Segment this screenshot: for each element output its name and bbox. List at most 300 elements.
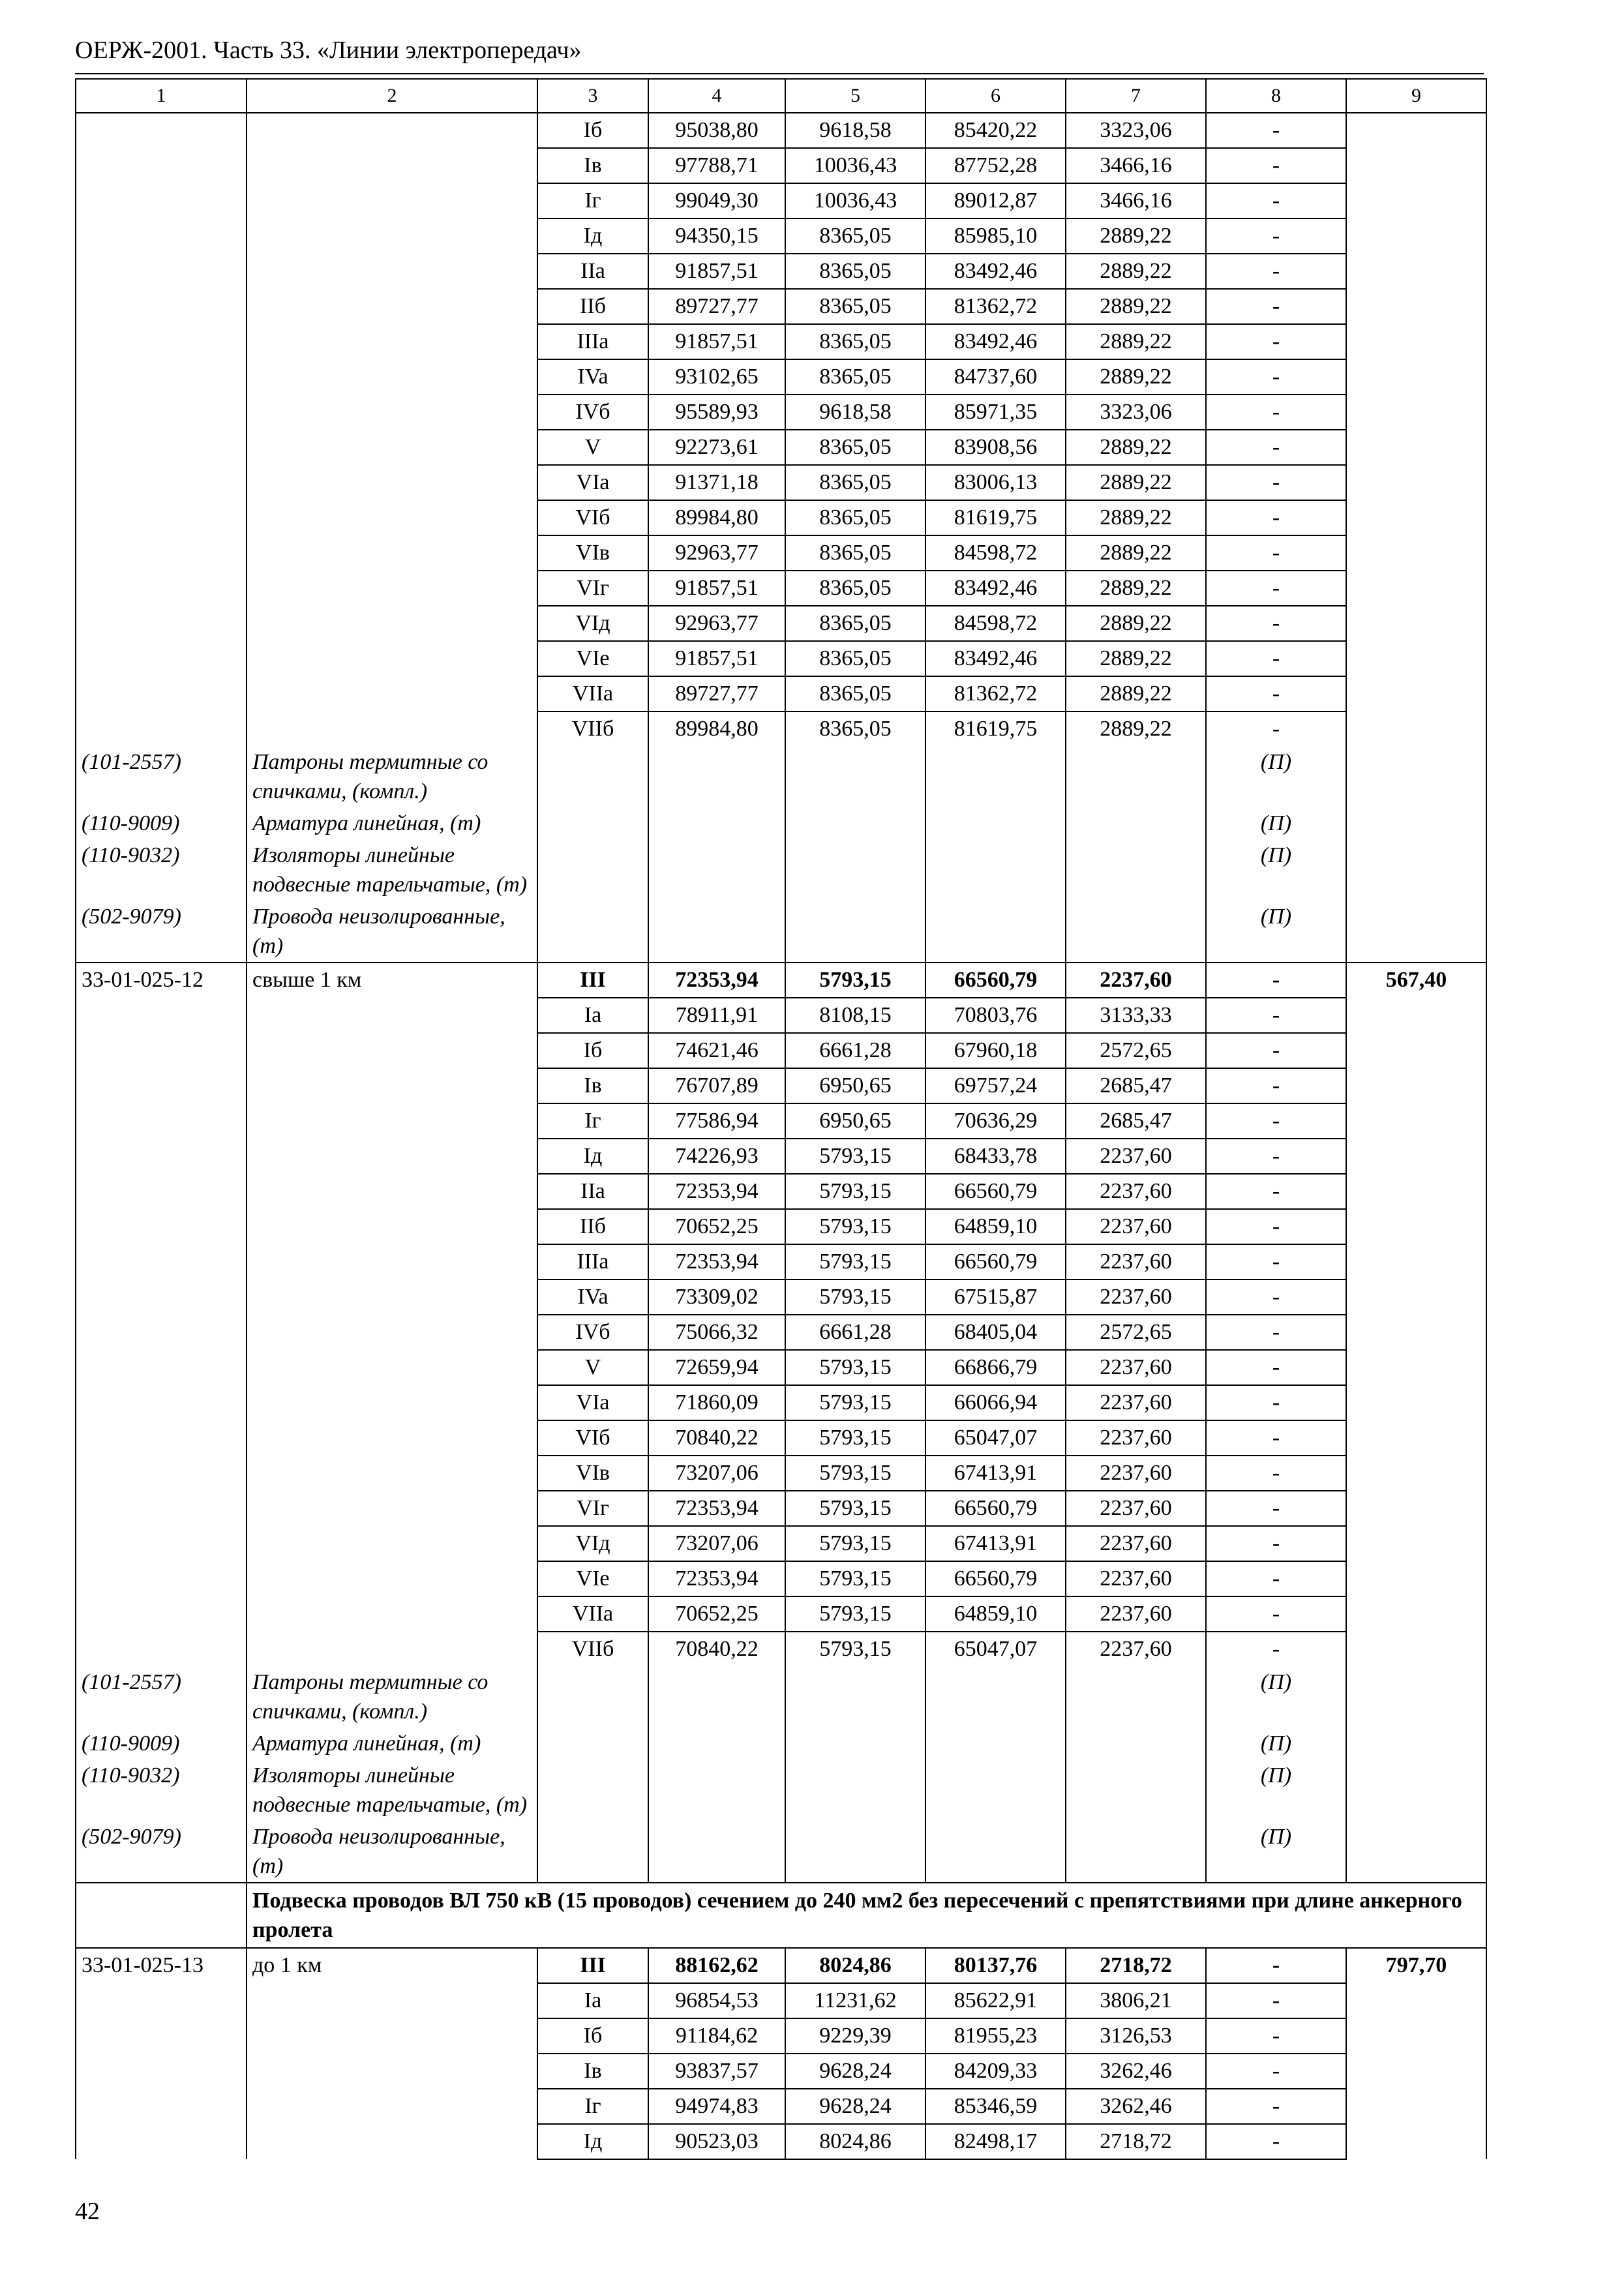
resource-name: Изоляторы линейные подвесные тарельчатые, (т)	[247, 1759, 537, 1821]
resource-row	[76, 839, 1486, 901]
row-cell-col8: -	[1206, 430, 1346, 465]
row-cell-col7: 2889,22	[1066, 641, 1206, 676]
row-cell-col7: 3133,33	[1066, 998, 1206, 1033]
resource-row	[76, 901, 1486, 963]
row-cell-col7: 2889,22	[1066, 359, 1206, 395]
row-cell-col6: 83492,46	[925, 254, 1066, 289]
row-cell-col3: VIIб	[537, 711, 648, 746]
empty-cell	[537, 839, 648, 901]
row-cell-col4: 71860,09	[648, 1385, 785, 1420]
row-cell-col7: 2237,60	[1066, 963, 1206, 998]
row-cell-col6: 84209,33	[925, 2054, 1066, 2089]
empty-cell	[537, 1728, 648, 1759]
row-cell-col5: 8365,05	[785, 641, 925, 676]
item-name: до 1 км	[247, 1948, 537, 2159]
row-cell-col8: -	[1206, 963, 1346, 998]
row-cell-col8: -	[1206, 606, 1346, 641]
row-cell-col3: Iб	[537, 1033, 648, 1068]
column-header-7: 7	[1066, 79, 1206, 113]
empty-cell	[1066, 901, 1206, 963]
table-header-row	[76, 79, 1486, 113]
row-cell-col4: 93102,65	[648, 359, 785, 395]
row-cell-col5: 9618,58	[785, 113, 925, 148]
row-cell-col5: 9229,39	[785, 2018, 925, 2054]
empty-cell	[785, 839, 925, 901]
row-cell-col5: 10036,43	[785, 183, 925, 218]
row-cell-col4: 89984,80	[648, 711, 785, 746]
empty-cell	[537, 807, 648, 839]
row-cell-col4: 78911,91	[648, 998, 785, 1033]
row-cell-col3: VIe	[537, 1561, 648, 1596]
row-cell-col4: 72353,94	[648, 1561, 785, 1596]
row-cell-col6: 66560,79	[925, 963, 1066, 998]
item-code: 33-01-025-12	[76, 963, 247, 1666]
row-cell-col3: VIa	[537, 465, 648, 500]
row-cell-col7: 2237,60	[1066, 1561, 1206, 1596]
empty-cell	[537, 901, 648, 963]
row-cell-col8: -	[1206, 1315, 1346, 1350]
row-cell-col4: 73207,06	[648, 1526, 785, 1561]
resource-name: Провода неизолированные, (т)	[247, 901, 537, 963]
row-cell-col6: 81362,72	[925, 289, 1066, 324]
row-cell-col5: 8365,05	[785, 711, 925, 746]
row-cell-col3: Ia	[537, 998, 648, 1033]
row-cell-col4: 96854,53	[648, 1983, 785, 2018]
row-cell-col5: 5793,15	[785, 1456, 925, 1491]
empty-cell	[648, 807, 785, 839]
empty-cell	[925, 1821, 1066, 1883]
row-cell-col8: -	[1206, 2054, 1346, 2089]
row-cell-col5: 8024,86	[785, 2124, 925, 2159]
empty-cell	[925, 1666, 1066, 1728]
row-cell-col7: 2889,22	[1066, 254, 1206, 289]
row-cell-col7: 2889,22	[1066, 289, 1206, 324]
empty-cell	[648, 1728, 785, 1759]
table-row	[76, 113, 1486, 148]
row-cell-col7: 2237,60	[1066, 1139, 1206, 1174]
row-cell-col8: -	[1206, 1948, 1346, 1983]
row-cell-col6: 66560,79	[925, 1244, 1066, 1279]
resource-row	[76, 1759, 1486, 1821]
row-cell-col6: 65047,07	[925, 1420, 1066, 1456]
row-cell-col6: 85622,91	[925, 1983, 1066, 2018]
resource-mark: (П)	[1206, 1666, 1346, 1728]
row-cell-col4: 91857,51	[648, 641, 785, 676]
row-cell-col7: 2237,60	[1066, 1632, 1206, 1666]
row-cell-col6: 87752,28	[925, 148, 1066, 183]
row-cell-col3: VIд	[537, 1526, 648, 1561]
empty-cell	[925, 1759, 1066, 1821]
row-cell-col8: -	[1206, 465, 1346, 500]
row-cell-col6: 84737,60	[925, 359, 1066, 395]
row-cell-col7: 2889,22	[1066, 218, 1206, 254]
row-cell-col7: 3466,16	[1066, 148, 1206, 183]
row-cell-col8: -	[1206, 1139, 1346, 1174]
row-cell-col6: 85420,22	[925, 113, 1066, 148]
row-cell-col4: 94350,15	[648, 218, 785, 254]
column-header-8: 8	[1206, 79, 1346, 113]
row-cell-col5: 5793,15	[785, 1385, 925, 1420]
row-cell-col7: 2237,60	[1066, 1596, 1206, 1632]
row-cell-col7: 3262,46	[1066, 2089, 1206, 2124]
row-cell-col3: IVб	[537, 1315, 648, 1350]
row-cell-col8: -	[1206, 1632, 1346, 1666]
row-cell-col4: 88162,62	[648, 1948, 785, 1983]
row-cell-col4: 76707,89	[648, 1068, 785, 1103]
row-cell-col4: 92963,77	[648, 535, 785, 571]
row-cell-col8: -	[1206, 2018, 1346, 2054]
row-cell-col3: Iг	[537, 2089, 648, 2124]
row-cell-col5: 8365,05	[785, 289, 925, 324]
resource-code: (110-9009)	[76, 1728, 247, 1759]
resource-mark: (П)	[1206, 1728, 1346, 1759]
row-cell-col4: 94974,83	[648, 2089, 785, 2124]
row-cell-col8: -	[1206, 148, 1346, 183]
empty-cell	[1066, 1666, 1206, 1728]
row-cell-col3: VIa	[537, 1385, 648, 1420]
row-cell-col3: IIIa	[537, 324, 648, 359]
row-cell-col5: 8365,05	[785, 465, 925, 500]
row-cell-col5: 6661,28	[785, 1033, 925, 1068]
empty-cell	[648, 1759, 785, 1821]
empty-cell	[648, 901, 785, 963]
row-cell-col4: 72659,94	[648, 1350, 785, 1385]
row-cell-col3: IVб	[537, 395, 648, 430]
row-cell-col8: -	[1206, 1068, 1346, 1103]
row-cell-col5: 6950,65	[785, 1103, 925, 1139]
row-cell-col7: 2889,22	[1066, 711, 1206, 746]
row-cell-col8: -	[1206, 1033, 1346, 1068]
row-cell-col7: 2237,60	[1066, 1350, 1206, 1385]
row-cell-col5: 5793,15	[785, 1209, 925, 1244]
row-cell-col3: Iд	[537, 218, 648, 254]
row-cell-col3: VIд	[537, 606, 648, 641]
row-cell-col7: 2889,22	[1066, 324, 1206, 359]
row-cell-col7: 2237,60	[1066, 1174, 1206, 1209]
resource-name: Провода неизолированные, (т)	[247, 1821, 537, 1883]
item-code-empty	[76, 113, 247, 746]
row-cell-col3: IIa	[537, 254, 648, 289]
row-cell-col5: 8365,05	[785, 218, 925, 254]
row-cell-col8: -	[1206, 289, 1346, 324]
header-rule	[75, 73, 1484, 74]
row-cell-col3: VIв	[537, 535, 648, 571]
row-cell-col6: 66560,79	[925, 1174, 1066, 1209]
row-cell-col6: 81362,72	[925, 676, 1066, 711]
resource-row	[76, 746, 1486, 807]
row-cell-col6: 67413,91	[925, 1526, 1066, 1561]
row-cell-col3: IVa	[537, 1279, 648, 1315]
resource-mark: (П)	[1206, 746, 1346, 807]
row-cell-col6: 85346,59	[925, 2089, 1066, 2124]
section-heading-row	[76, 1883, 1486, 1948]
row-cell-col7: 3466,16	[1066, 183, 1206, 218]
row-cell-col8: -	[1206, 2089, 1346, 2124]
resource-mark: (П)	[1206, 1759, 1346, 1821]
row-cell-col7: 2889,22	[1066, 606, 1206, 641]
row-cell-col6: 64859,10	[925, 1596, 1066, 1632]
row-cell-col4: 74621,46	[648, 1033, 785, 1068]
row-cell-col8: -	[1206, 998, 1346, 1033]
row-cell-col7: 3323,06	[1066, 113, 1206, 148]
row-cell-col3: VIб	[537, 500, 648, 535]
row-cell-col3: VIIa	[537, 676, 648, 711]
row-cell-col7: 2685,47	[1066, 1068, 1206, 1103]
row-cell-col7: 2889,22	[1066, 430, 1206, 465]
row-cell-col6: 67515,87	[925, 1279, 1066, 1315]
row-cell-col5: 5793,15	[785, 1174, 925, 1209]
row-cell-col8: -	[1206, 1279, 1346, 1315]
resource-row	[76, 1821, 1486, 1883]
row-cell-col5: 5793,15	[785, 1561, 925, 1596]
row-cell-col4: 89984,80	[648, 500, 785, 535]
row-cell-col3: IIб	[537, 289, 648, 324]
column-header-9: 9	[1346, 79, 1486, 113]
row-cell-col8: -	[1206, 1244, 1346, 1279]
row-cell-col3: Iв	[537, 1068, 648, 1103]
resource-mark: (П)	[1206, 1821, 1346, 1883]
row-cell-col3: IIб	[537, 1209, 648, 1244]
row-cell-col3: VIв	[537, 1456, 648, 1491]
row-cell-col8: -	[1206, 641, 1346, 676]
row-cell-col3: VIб	[537, 1420, 648, 1456]
row-cell-col5: 8365,05	[785, 676, 925, 711]
row-cell-col3: Iг	[537, 1103, 648, 1139]
row-cell-col3: Iв	[537, 2054, 648, 2089]
row-cell-col7: 2237,60	[1066, 1456, 1206, 1491]
column-header-2: 2	[247, 79, 537, 113]
row-cell-col4: 73207,06	[648, 1456, 785, 1491]
row-cell-col4: 70652,25	[648, 1209, 785, 1244]
row-cell-col7: 3323,06	[1066, 395, 1206, 430]
row-cell-col6: 85971,35	[925, 395, 1066, 430]
row-cell-col3: VIe	[537, 641, 648, 676]
row-cell-col7: 2685,47	[1066, 1103, 1206, 1139]
row-cell-col4: 75066,32	[648, 1315, 785, 1350]
row-cell-col6: 89012,87	[925, 183, 1066, 218]
row-cell-col4: 91857,51	[648, 571, 785, 606]
row-cell-col3: Iб	[537, 113, 648, 148]
item-name-empty	[247, 113, 537, 746]
row-cell-col4: 89727,77	[648, 289, 785, 324]
resource-name: Изоляторы линейные подвесные тарельчатые, (т)	[247, 839, 537, 901]
row-cell-col8: -	[1206, 1596, 1346, 1632]
row-cell-col4: 99049,30	[648, 183, 785, 218]
row-cell-col8: -	[1206, 676, 1346, 711]
row-cell-col6: 83492,46	[925, 641, 1066, 676]
resource-code: (502-9079)	[76, 1821, 247, 1883]
row-cell-col5: 9618,58	[785, 395, 925, 430]
row-cell-col7: 3126,53	[1066, 2018, 1206, 2054]
resource-name: Арматура линейная, (т)	[247, 1728, 537, 1759]
empty-cell	[785, 807, 925, 839]
row-cell-col6: 81619,75	[925, 711, 1066, 746]
empty-cell	[925, 839, 1066, 901]
row-cell-col8: -	[1206, 535, 1346, 571]
row-cell-col5: 5793,15	[785, 1526, 925, 1561]
section-title: Подвеска проводов ВЛ 750 кВ (15 проводов) сечением до 240 мм2 без пересечений с препятствиями при длине анкерного пролета	[247, 1883, 1486, 1948]
row-cell-col6: 67960,18	[925, 1033, 1066, 1068]
table-row	[76, 1948, 1486, 1983]
row-cell-col6: 64859,10	[925, 1209, 1066, 1244]
row-cell-col4: 91371,18	[648, 465, 785, 500]
row-cell-col7: 3262,46	[1066, 2054, 1206, 2089]
empty-cell	[537, 1821, 648, 1883]
row-cell-col8: -	[1206, 1456, 1346, 1491]
row-cell-col5: 5793,15	[785, 1420, 925, 1456]
row-cell-col7: 3806,21	[1066, 1983, 1206, 2018]
row-cell-col3: VIг	[537, 1491, 648, 1526]
row-cell-col5: 5793,15	[785, 1350, 925, 1385]
page-header: ОЕРЖ-2001. Часть 33. «Линии электропередач»	[75, 37, 582, 64]
row-cell-col7: 2889,22	[1066, 535, 1206, 571]
row-cell-col6: 70636,29	[925, 1103, 1066, 1139]
row-cell-col3: IIa	[537, 1174, 648, 1209]
row-cell-col7: 2572,65	[1066, 1315, 1206, 1350]
row-cell-col4: 72353,94	[648, 1491, 785, 1526]
row-cell-col3: VIIб	[537, 1632, 648, 1666]
resource-code: (101-2557)	[76, 746, 247, 807]
row-cell-col6: 82498,17	[925, 2124, 1066, 2159]
section-empty-cell	[76, 1883, 247, 1948]
row-cell-col3: Iг	[537, 183, 648, 218]
row-cell-col5: 8365,05	[785, 359, 925, 395]
row-cell-col3: Iд	[537, 1139, 648, 1174]
resource-code: (110-9032)	[76, 839, 247, 901]
empty-cell	[1066, 1728, 1206, 1759]
item-total-empty	[1346, 113, 1486, 963]
row-cell-col5: 8108,15	[785, 998, 925, 1033]
row-cell-col5: 8024,86	[785, 1948, 925, 1983]
row-cell-col5: 9628,24	[785, 2054, 925, 2089]
empty-cell	[537, 1759, 648, 1821]
row-cell-col6: 67413,91	[925, 1456, 1066, 1491]
row-cell-col6: 68433,78	[925, 1139, 1066, 1174]
empty-cell	[537, 746, 648, 807]
row-cell-col6: 83492,46	[925, 324, 1066, 359]
row-cell-col3: Iд	[537, 2124, 648, 2159]
row-cell-col3: V	[537, 430, 648, 465]
empty-cell	[785, 1759, 925, 1821]
row-cell-col7: 2237,60	[1066, 1420, 1206, 1456]
empty-cell	[925, 746, 1066, 807]
row-cell-col6: 81955,23	[925, 2018, 1066, 2054]
row-cell-col5: 11231,62	[785, 1983, 925, 2018]
row-cell-col7: 2237,60	[1066, 1526, 1206, 1561]
row-cell-col7: 2889,22	[1066, 676, 1206, 711]
row-cell-col4: 90523,03	[648, 2124, 785, 2159]
row-cell-col4: 95038,80	[648, 113, 785, 148]
row-cell-col7: 2889,22	[1066, 500, 1206, 535]
row-cell-col4: 89727,77	[648, 676, 785, 711]
item-code: 33-01-025-13	[76, 1948, 247, 2159]
empty-cell	[648, 1666, 785, 1728]
resource-mark: (П)	[1206, 807, 1346, 839]
row-cell-col5: 8365,05	[785, 430, 925, 465]
row-cell-col4: 70840,22	[648, 1420, 785, 1456]
column-header-6: 6	[925, 79, 1066, 113]
row-cell-col3: Iб	[537, 2018, 648, 2054]
resource-mark: (П)	[1206, 901, 1346, 963]
resource-row	[76, 1666, 1486, 1728]
row-cell-col5: 5793,15	[785, 1491, 925, 1526]
row-cell-col4: 91184,62	[648, 2018, 785, 2054]
row-cell-col4: 92963,77	[648, 606, 785, 641]
resource-name: Арматура линейная, (т)	[247, 807, 537, 839]
row-cell-col5: 8365,05	[785, 571, 925, 606]
row-cell-col8: -	[1206, 571, 1346, 606]
column-header-4: 4	[648, 79, 785, 113]
empty-cell	[1066, 807, 1206, 839]
row-cell-col7: 2889,22	[1066, 571, 1206, 606]
row-cell-col6: 68405,04	[925, 1315, 1066, 1350]
item-total: 797,70	[1346, 1948, 1486, 2159]
row-cell-col3: Ia	[537, 1983, 648, 2018]
column-header-5: 5	[785, 79, 925, 113]
row-cell-col8: -	[1206, 254, 1346, 289]
row-cell-col8: -	[1206, 1983, 1346, 2018]
row-cell-col8: -	[1206, 324, 1346, 359]
empty-cell	[785, 1666, 925, 1728]
row-cell-col6: 80137,76	[925, 1948, 1066, 1983]
row-cell-col3: IVa	[537, 359, 648, 395]
row-cell-col4: 70840,22	[648, 1632, 785, 1666]
row-cell-col8: -	[1206, 1350, 1346, 1385]
row-cell-col6: 81619,75	[925, 500, 1066, 535]
resource-code: (110-9032)	[76, 1759, 247, 1821]
row-cell-col4: 72353,94	[648, 1174, 785, 1209]
column-header-1: 1	[76, 79, 247, 113]
row-cell-col8: -	[1206, 500, 1346, 535]
empty-cell	[785, 1821, 925, 1883]
row-cell-col6: 70803,76	[925, 998, 1066, 1033]
empty-cell	[785, 746, 925, 807]
row-cell-col4: 77586,94	[648, 1103, 785, 1139]
row-cell-col4: 72353,94	[648, 1244, 785, 1279]
row-cell-col8: -	[1206, 1385, 1346, 1420]
row-cell-col5: 5793,15	[785, 963, 925, 998]
row-cell-col7: 2572,65	[1066, 1033, 1206, 1068]
table-row	[76, 963, 1486, 998]
row-cell-col8: -	[1206, 113, 1346, 148]
row-cell-col4: 97788,71	[648, 148, 785, 183]
row-cell-col5: 9628,24	[785, 2089, 925, 2124]
rates-table	[75, 78, 1487, 2160]
row-cell-col5: 6661,28	[785, 1315, 925, 1350]
row-cell-col5: 8365,05	[785, 500, 925, 535]
resource-row	[76, 1728, 1486, 1759]
row-cell-col6: 84598,72	[925, 535, 1066, 571]
resource-row	[76, 807, 1486, 839]
row-cell-col5: 8365,05	[785, 324, 925, 359]
empty-cell	[1066, 839, 1206, 901]
row-cell-col8: -	[1206, 1420, 1346, 1456]
row-cell-col6: 65047,07	[925, 1632, 1066, 1666]
resource-code: (101-2557)	[76, 1666, 247, 1728]
row-cell-col3: IIIa	[537, 1244, 648, 1279]
row-cell-col5: 8365,05	[785, 254, 925, 289]
row-cell-col5: 5793,15	[785, 1596, 925, 1632]
row-cell-col6: 66066,94	[925, 1385, 1066, 1420]
row-cell-col7: 2237,60	[1066, 1244, 1206, 1279]
row-cell-col7: 2718,72	[1066, 2124, 1206, 2159]
empty-cell	[1066, 1821, 1206, 1883]
row-cell-col8: -	[1206, 183, 1346, 218]
item-name: свыше 1 км	[247, 963, 537, 1666]
row-cell-col7: 2237,60	[1066, 1209, 1206, 1244]
row-cell-col7: 2237,60	[1066, 1491, 1206, 1526]
row-cell-col6: 66560,79	[925, 1491, 1066, 1526]
